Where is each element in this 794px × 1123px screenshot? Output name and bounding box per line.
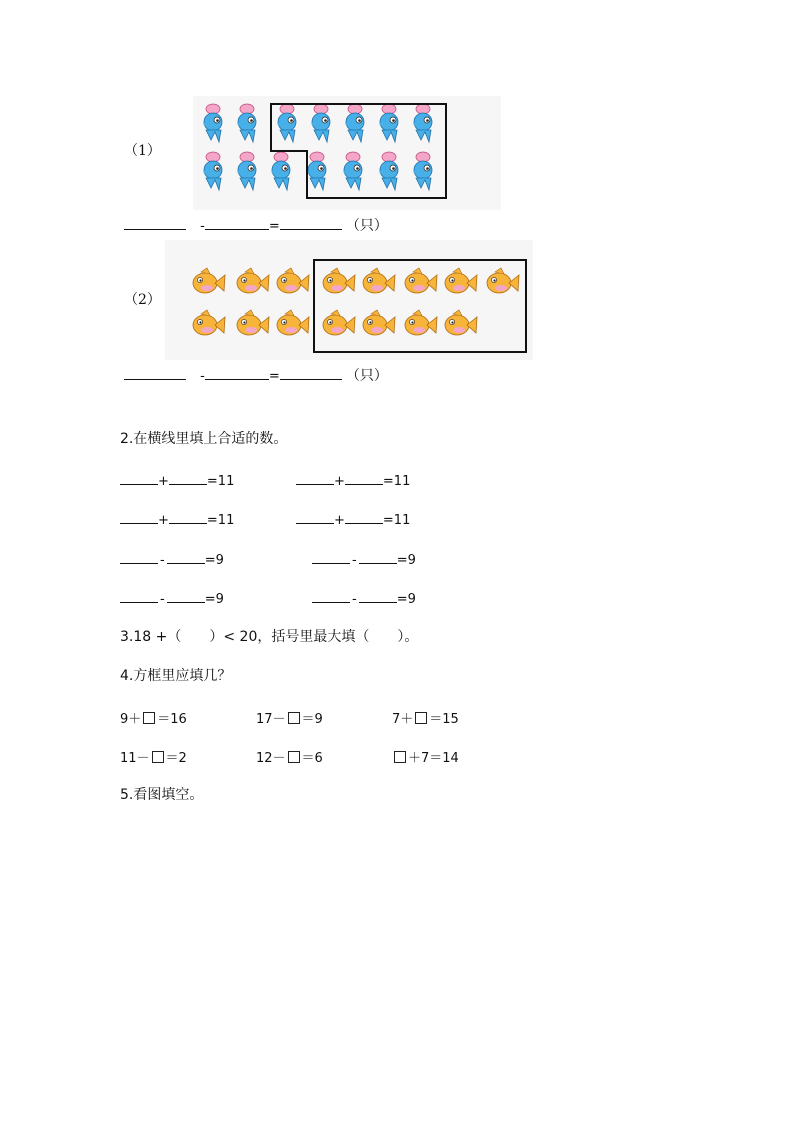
result: =11 [382,474,411,489]
unit-label: （只） [345,368,388,384]
answer-blank[interactable] [167,551,205,564]
answer-blank[interactable] [312,590,350,603]
answer-blank[interactable] [280,367,342,380]
q4-text: ＝2 [165,751,187,766]
q3-text-a: 3.18 +（ [120,629,182,645]
q2-row2-right [296,511,410,528]
answer-blank[interactable] [124,367,186,380]
answer-box[interactable] [394,751,406,763]
operator: + [158,513,169,528]
answer-box[interactable] [143,712,155,724]
answer-blank[interactable] [120,511,158,524]
answer-box[interactable] [152,751,164,763]
answer-blank[interactable] [205,367,269,380]
fish-enclosing-box [313,259,527,353]
answer-blank[interactable] [120,590,158,603]
answer-blank[interactable] [345,511,383,524]
q4-item [256,708,323,727]
minus-sign: - [200,219,205,234]
q4-text: ＝6 [301,751,323,766]
q4-text: 17－ [256,712,286,727]
answer-blank[interactable] [169,472,207,485]
answer-blank[interactable] [169,511,207,524]
q4-title: 4.方框里应填几？ [120,668,232,684]
part1-equation [124,217,388,234]
q5-title: 5.看图填空。 [120,787,204,803]
q4-item [120,747,187,766]
result: =9 [396,553,416,568]
operator: + [158,474,169,489]
q3-line [120,629,418,645]
operator: - [160,553,165,568]
result: =9 [396,592,416,607]
answer-blank[interactable] [312,551,350,564]
answer-blank[interactable] [296,472,334,485]
equals-sign: = [268,219,280,234]
answer-box[interactable] [288,751,300,763]
answer-blank[interactable] [345,472,383,485]
q4-item [120,708,187,727]
result: =11 [382,513,411,528]
answer-blank[interactable] [205,217,269,230]
q2-title: 2.在横线里填上合适的数。 [120,431,288,447]
q4-item [392,747,459,766]
result: =11 [206,474,235,489]
operator: + [334,474,345,489]
answer-blank[interactable] [120,472,158,485]
q3-text-b: ）< 20，括号里最大填（ [209,629,370,645]
part2-equation [124,367,388,384]
operator: + [334,513,345,528]
q4-text: ＋7＝14 [408,751,459,766]
equals-sign: = [268,369,280,384]
operator: - [352,592,357,607]
q3-text-c: ）。 [397,629,419,645]
answer-box[interactable] [288,712,300,724]
answer-blank[interactable] [359,551,397,564]
minus-sign: - [200,369,205,384]
q4-text: ＝15 [429,712,459,727]
q2-row4-left [120,590,224,607]
q2-row1-left [120,472,234,489]
q4-text: 7＋ [392,712,414,727]
answer-box[interactable] [415,712,427,724]
answer-blank[interactable] [120,551,158,564]
answer-blank[interactable] [280,217,342,230]
q2-row3-right [312,551,416,568]
result: =9 [204,592,224,607]
result: =9 [204,553,224,568]
q4-text: ＝16 [157,712,187,727]
q4-text: 12－ [256,751,286,766]
q2-row4-right [312,590,416,607]
result: =11 [206,513,235,528]
fish-picture [165,240,533,360]
q4-text: 11－ [120,751,150,766]
bird-picture-drawing [193,96,501,210]
operator: - [160,592,165,607]
bird-picture [193,96,501,210]
q2-row1-right [296,472,410,489]
q4-item [256,747,323,766]
part1-label: （1） [124,143,161,159]
q4-text: ＝9 [301,712,323,727]
answer-blank[interactable] [124,217,186,230]
part2-label: （2） [124,292,161,308]
unit-label: （只） [345,218,388,234]
q4-text: 9＋ [120,712,142,727]
answer-blank[interactable] [167,590,205,603]
q2-row3-left [120,551,224,568]
q4-item [392,708,459,727]
answer-blank[interactable] [359,590,397,603]
operator: - [352,553,357,568]
q2-row2-left [120,511,234,528]
answer-blank[interactable] [296,511,334,524]
